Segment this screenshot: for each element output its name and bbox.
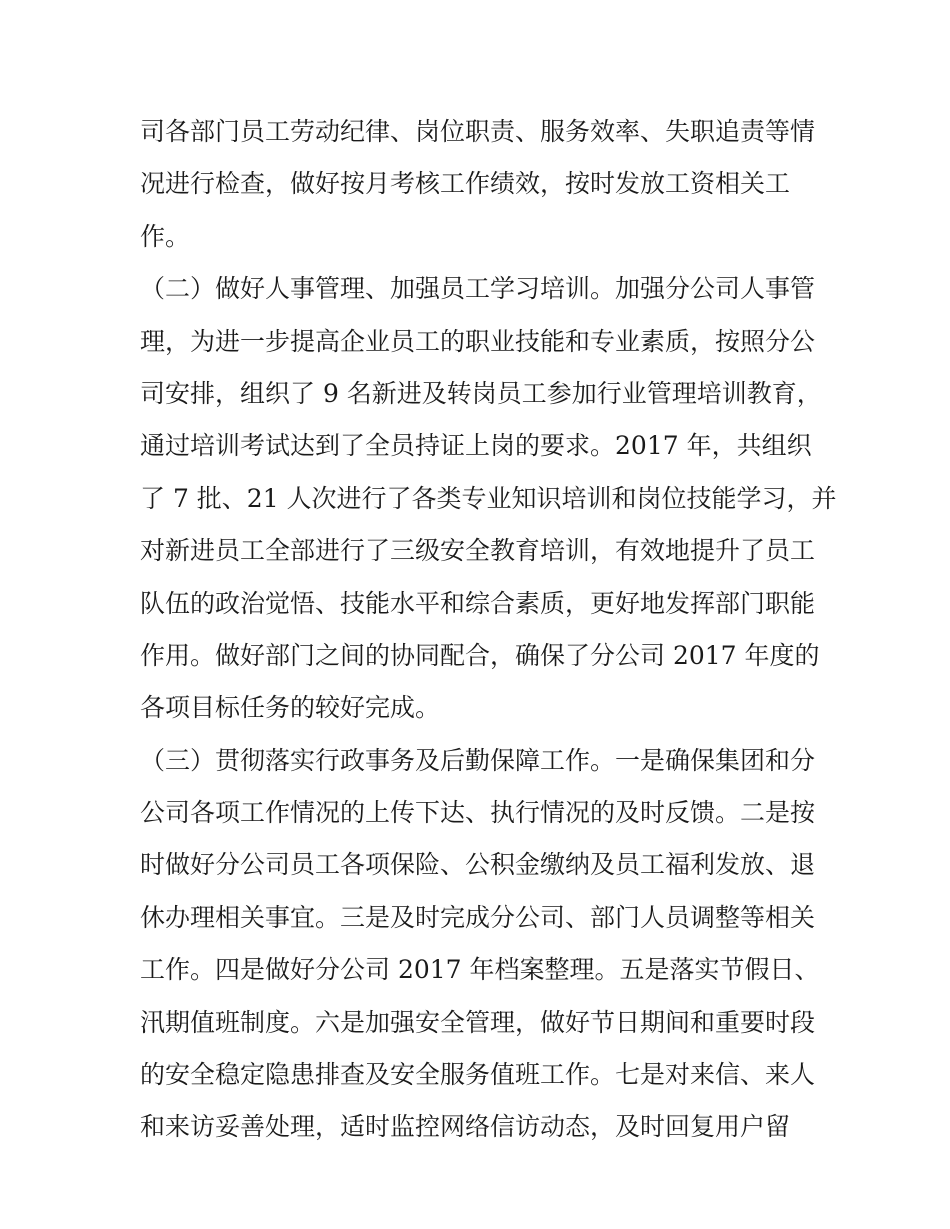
text-line: 司各部门员工劳动纪律、岗位职责、服务效率、失职追责等情 — [140, 117, 816, 146]
section-heading-line: （二）做好人事管理、加强员工学习培训。加强分公司人事管 — [140, 274, 816, 304]
text-line: 对新进员工全部进行了三级安全教育培训，有效地提升了员工 — [140, 536, 816, 566]
text-line: 理，为进一步提高企业员工的职业技能和专业素质，按照分公 — [140, 326, 816, 356]
text-line: 各项目标任务的较好完成。 — [140, 693, 441, 723]
text-line: 公司各项工作情况的上传下达、执行情况的及时反馈。二是按 — [140, 798, 816, 828]
text-line: 司安排，组织了 9 名新进及转岗员工参加行业管理培训教育， — [140, 378, 822, 408]
text-line: 时做好分公司员工各项保险、公积金缴纳及员工福利发放、退 — [140, 850, 816, 880]
body-text — [140, 106, 837, 1154]
text-line: 通过培训考试达到了全员持证上岗的要求。2017 年，共组织 — [140, 431, 812, 461]
text-line: 工作。四是做好分公司 2017 年档案整理。五是落实节假日、 — [140, 955, 820, 985]
text-line: 休办理相关事宜。三是及时完成分公司、部门人员调整等相关 — [140, 902, 816, 932]
text-line: 汛期值班制度。六是加强安全管理，做好节日期间和重要时段 — [140, 1007, 816, 1037]
text-line: 作。 — [140, 221, 191, 251]
text-line: 和来访妥善处理，适时监控网络信访动态，及时回复用户留 — [140, 1112, 791, 1142]
text-line: 况进行检查，做好按月考核工作绩效，按时发放工资相关工 — [140, 169, 791, 199]
text-line: 队伍的政治觉悟、技能水平和综合素质，更好地发挥部门职能 — [140, 588, 816, 618]
text-line: 了 7 批、21 人次进行了各类专业知识培训和岗位技能学习，并 — [140, 483, 837, 513]
text-line: 作用。做好部门之间的协同配合，确保了分公司 2017 年度的 — [140, 640, 820, 670]
text-line: 的安全稳定隐患排查及安全服务值班工作。七是对来信、来人 — [140, 1060, 816, 1090]
section-heading-line: （三）贯彻落实行政事务及后勤保障工作。一是确保集团和分 — [140, 745, 816, 775]
